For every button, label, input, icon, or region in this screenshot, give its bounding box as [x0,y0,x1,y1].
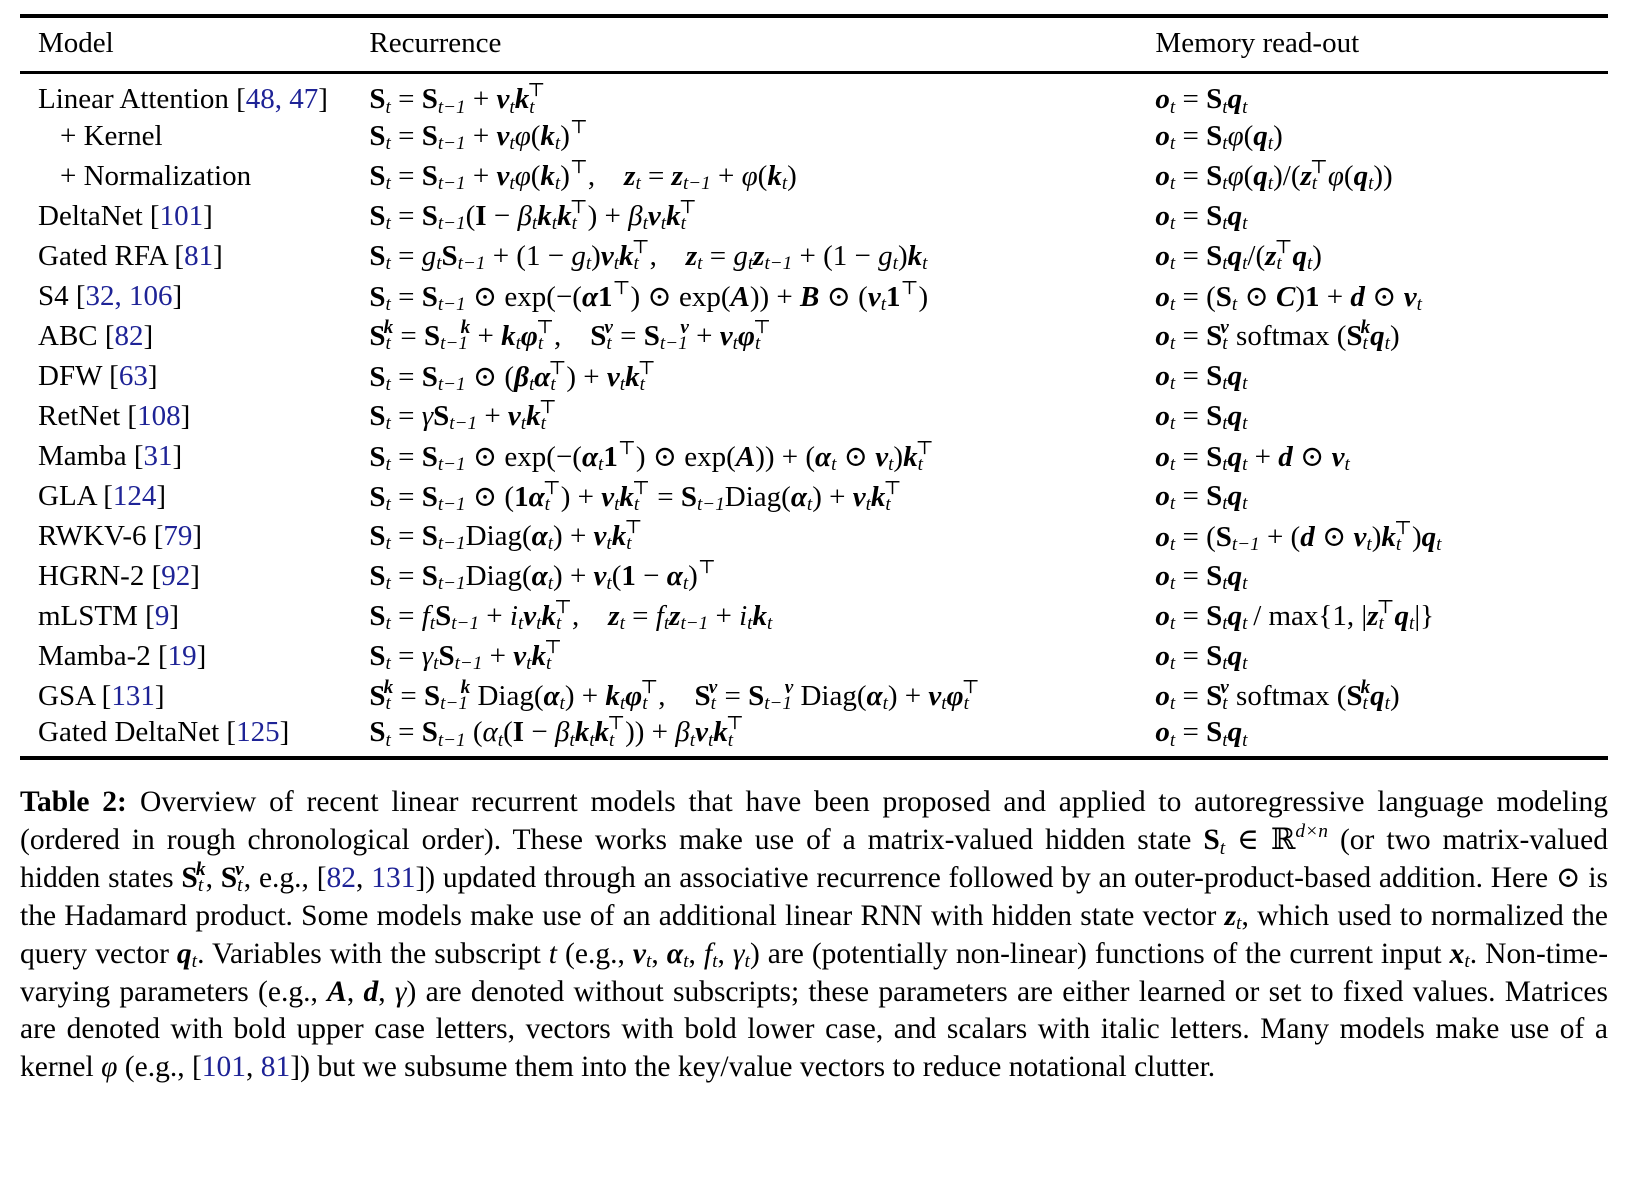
table-row [20,116,1608,156]
recurrence-formula: $S_t = S_{t-1} + v_tk_t^⊤$ [369,80,546,118]
citation-link[interactable]: 82 [114,319,144,352]
readout-formula: $o_t = S_tq_t$ [1155,199,1248,235]
recurrence-formula: $S_t = S_{t-1}$ ⊙ $\exp(-(\alpha_t1^⊤)$ ⊙ $\exp(A)) + (\alpha_t$ ⊙ $v_t)k_t^⊤$ [369,437,934,476]
citation-link[interactable]: 108 [137,399,181,432]
citation-link[interactable]: 31 [143,439,173,472]
model-name: + Kernel [60,119,163,152]
citation-link[interactable]: 125 [236,716,280,748]
table-row [20,236,1608,276]
readout-formula: $o_t = S_t\varphi(q_t)$ [1155,119,1283,155]
column-header-model: Model [20,16,369,73]
table-row [20,356,1608,396]
citation-link[interactable]: 92 [161,559,191,592]
citation-link[interactable]: 48 [245,83,275,115]
caption-label: Table 2: [20,786,127,818]
readout-formula: $o_t = S_tq_t$ [1155,716,1248,751]
table-row [20,316,1608,356]
citation-link[interactable]: 81 [184,239,214,272]
model-name: mLSTM [9] [38,599,179,632]
readout-formula: $o_t = S_t\varphi(q_t)/(z_t^⊤\varphi(q_t))$ [1155,156,1393,195]
table-row [20,516,1608,556]
model-name: DeltaNet [101] [38,199,213,232]
readout-formula: $o_t = S_tq_t$ [1155,83,1248,118]
table-row [20,436,1608,476]
model-name: S4 [32, 106] [38,279,183,312]
recurrence-formula: $S_t^k = S_{t-1}^k + k_t\varphi_t^⊤$, $S_t^v = S_{t-1}^v + v_t\varphi_t^⊤$ [369,316,772,355]
recurrence-formula: $S_t = S_{t-1}$ ⊙ exp(−(α1⊤) ⊙ exp(A)) + B ⊙ $(v_t1^⊤)$ [369,277,929,316]
citation-link[interactable]: 124 [112,479,157,512]
model-name: DFW [63] [38,359,158,392]
readout-formula: $o_t = S_tq_t$ [1155,639,1248,675]
models-table [20,14,1608,760]
recurrence-formula: $S_t = S_{t-1} + v_t\varphi(k_t)^⊤$ [369,116,588,155]
readout-formula: $o_t = S_t^v$ softmax $(S_t^kq_t)$ [1155,676,1400,715]
recurrence-formula: $S_t = \gamma S_{t-1} + v_tk_t^⊤$ [369,396,557,435]
citation-link[interactable]: 79 [163,519,193,552]
column-header-recurrence: Recurrence [369,16,1155,73]
recurrence-formula: $S_t = S_{t-1}$ ⊙ $(1\alpha_t^⊤) + v_tk_t^⊤$ = $S_{t-1}Diag(\alpha_t) + v_tk_t^⊤$ [369,477,902,516]
readout-formula: $o_t = S_tq_t / \max\{1$, $|z_t^⊤q_t|$} [1155,596,1435,635]
table-header-row [20,16,1608,73]
recurrence-formula: $S_t = \gamma_tS_{t-1} + v_tk_t^⊤$ [369,636,563,675]
model-name: Linear Attention [48, 47] [38,83,328,115]
table-row [20,596,1608,636]
table-row [20,676,1608,716]
citation-link[interactable]: 82 [326,861,357,894]
model-name: RWKV-6 [79] [38,519,203,552]
model-name: Gated DeltaNet [125] [38,716,290,748]
recurrence-formula: $S_t = S_{t-1} + v_t\varphi(k_t)^⊤$, $z_t = z_{t-1} + \varphi(k_t)$ [369,156,797,195]
table-row [20,73,1608,117]
table-row [20,196,1608,236]
table-row [20,156,1608,196]
readout-formula: $o_t = S_tq_t$ [1155,479,1248,515]
readout-formula: $o_t = S_t^v$ softmax $(S_t^kq_t)$ [1155,316,1400,355]
model-name: Mamba-2 [19] [38,639,207,672]
citation-link[interactable]: 101 [201,1051,247,1084]
citation-link[interactable]: 63 [118,359,148,392]
citation-link[interactable]: 81 [260,1051,291,1084]
model-name: Mamba [31] [38,439,183,472]
recurrence-formula: $S_t$ = $S_{t-1}Diag(\alpha_t) + v_t(1 - \alpha_t)^⊤$ [369,556,716,595]
citation-link[interactable]: 131 [111,679,155,712]
model-name: RetNet [108] [38,399,191,432]
model-name: ABC [82] [38,319,154,352]
table-row [20,276,1608,316]
readout-formula: $o_t = S_tq_t$ [1155,399,1248,435]
column-header-memory-read-out: Memory read-out [1155,16,1608,73]
table-row [20,636,1608,676]
readout-formula: $o_t = (S_{t-1} + (d$ ⊙ $v_t)k_t^⊤)q_t$ [1155,517,1442,556]
table-caption [20,784,1608,1087]
recurrence-formula: $S_t^k = S_{t-1}^k$ $Diag(\alpha_t) + k_t\varphi_t^⊤$, $S_t^v = S_{t-1}^v$ $Diag(\alpha_t) + v_t\varphi_t^⊤$ [369,676,980,715]
table-row [20,396,1608,436]
recurrence-formula: $S_t = S_{t-1}$ ⊙ $(\beta_t\alpha_t^⊤) + v_tk_t^⊤$ [369,357,656,396]
recurrence-formula: $S_t$ = $S_{t-1}Diag(\alpha_t) + v_tk_t^⊤$ [369,516,643,555]
readout-formula: $o_t = S_tq_t$ [1155,359,1248,395]
citation-separator: , [274,83,290,115]
citation-link[interactable]: 101 [159,199,204,232]
readout-formula: $o_t = S_tq_t + d$ ⊙ $v_t$ [1155,440,1350,476]
citation-link[interactable]: 32 [85,279,115,312]
document-page [20,14,1608,1087]
table-row [20,476,1608,516]
readout-formula: $o_t = S_tq_t$ [1155,559,1248,595]
model-name: GLA [124] [38,479,167,512]
recurrence-formula: $S_t = S_{t-1}$ $(\alpha_t(I - \beta_tk_tk_t^⊤)) + \beta_tv_tk_t^⊤$ [369,713,744,751]
readout-formula: $o_t = (S_t$ ⊙ C)1 + d ⊙ $v_t$ [1155,280,1422,316]
recurrence-formula: $S_t = f_tS_{t-1} + i_tv_tk_t^⊤$, $z_t = f_tz_{t-1} + i_tk_t$ [369,596,773,635]
recurrence-formula: $S_t = g_tS_{t-1} + (1 - g_t)v_tk_t^⊤$, $z_t = g_tz_{t-1} + (1 - g_t)k_t$ [369,236,928,275]
model-name: GSA [131] [38,679,165,712]
model-name: Gated RFA [81] [38,239,223,272]
citation-link[interactable]: 106 [129,279,173,312]
model-name: HGRN-2 [92] [38,559,200,592]
table-row [20,716,1608,758]
citation-link[interactable]: 47 [289,83,319,115]
citation-link[interactable]: 9 [154,599,170,632]
model-name: + Normalization [60,159,252,192]
readout-formula: $o_t = S_tq_t/(z_t^⊤q_t)$ [1155,236,1322,275]
citation-link[interactable]: 131 [371,861,416,894]
table-row [20,556,1608,596]
recurrence-formula: $S_t = S_{t-1}(I - \beta_tk_tk_t^⊤) + \beta_tv_tk_t^⊤$ [369,196,697,235]
caption-text: Overview of recent linear recurrent models that have been proposed and applied to autoregressive language modeling (ordered in rough chronological order). These works make use of a matrix-valued hidden state $S_t$ ∈ ℝ$^{d\times n}$ (or two matrix-valued hidden states $S_t^k$, $S_t^v$, e.g., [82, 131]) updated through an associative recurrence followed by an outer-product-based addition. Here ⊙ is the Hadamard product. Some models make use of an additional linear RNN with hidden state vector $z_t$, which used to normalized the query vector $q_t$. Variables with the subscript t (e.g., $v_t$, $\alpha_t$, $f_t$, $\gamma_t$) are (potentially non-linear) functions of the current input $x_t$. Non-time-varying parameters (e.g., A, d, γ) are denoted without subscripts; these parameters are either learned or set to fixed values. Matrices are denoted with bold upper case letters, vectors with bold lower case, and scalars with italic letters. Many models make use of a kernel φ (e.g., [101, 81]) but we subsume them into the key/value vectors to reduce notational clutter. [20,786,1609,1084]
citation-separator: , [114,279,130,312]
citation-link[interactable]: 19 [167,639,197,672]
